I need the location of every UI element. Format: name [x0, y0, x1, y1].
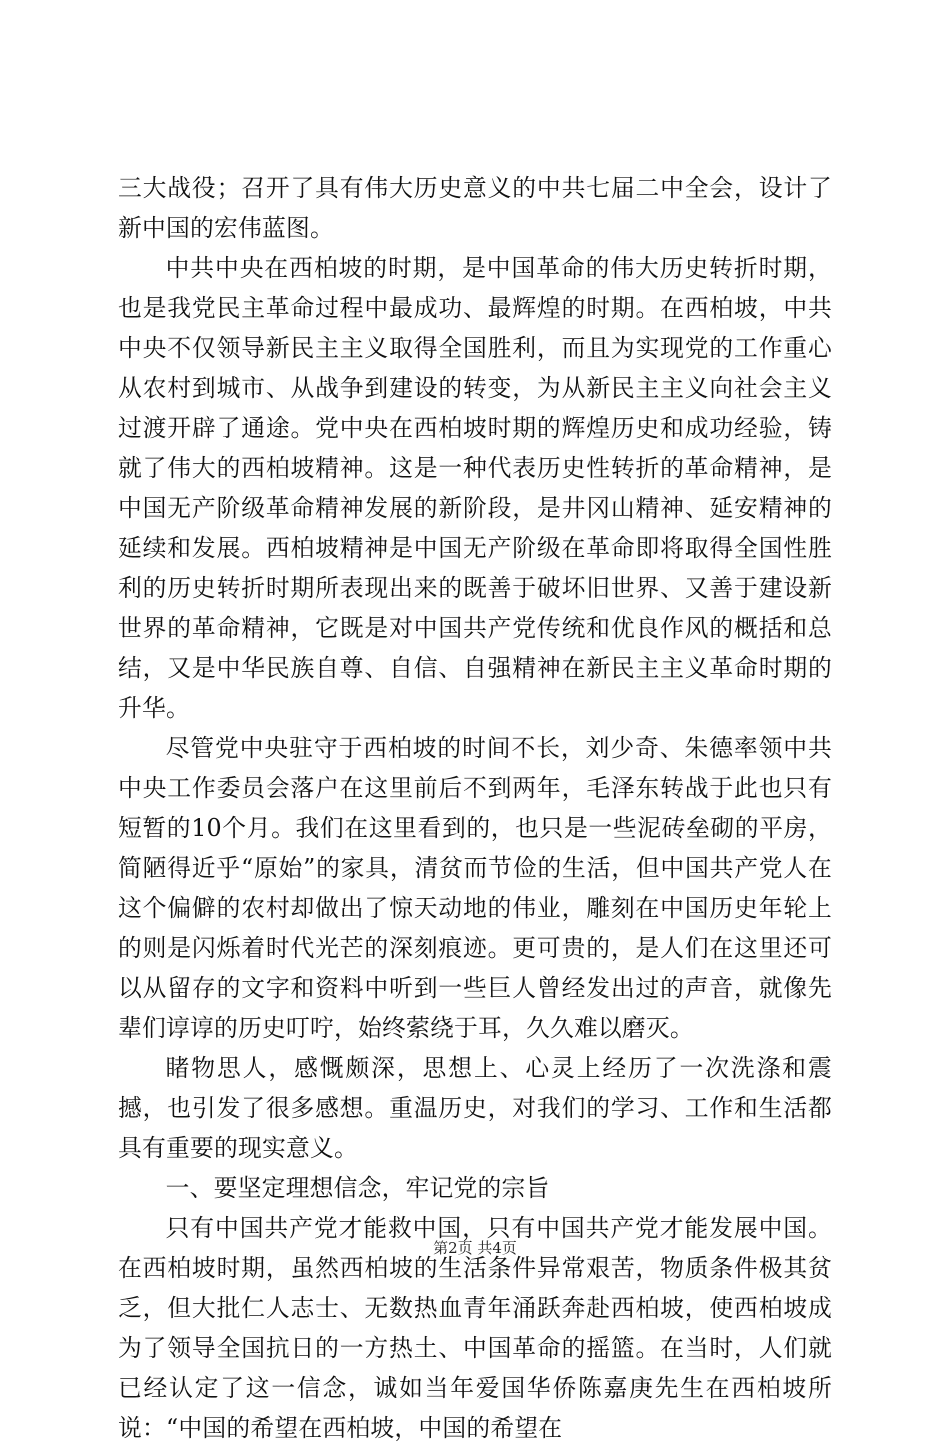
- section-heading: 一、要坚定理想信念，牢记党的宗旨: [165, 1174, 550, 1202]
- paragraph-2: 中共中央在西柏坡的时期，是中国革命的伟大历史转折时期，也是我党民主革命过程中最成功、最辉煌的时期。在西柏坡，中共中央不仅领导新民主主义取得全国胜利，而且为实现党的工作重心从农村到城市、从战争到建设的转变，为从新民主主义向社会主义过渡开辟了通途。党中央在西柏坡时期的辉煌历史和成功经验，铸就了伟大的西柏坡精神。这是一种代表历史性转折的革命精神，是中国无产阶级革命精神发展的新阶段，是井冈山精神、延安精神的延续和发展。西柏坡精神是中国无产阶级在革命即将取得全国性胜利的历史转折时期所表现出来的既善于破坏旧世界、又善于建设新世界的革命精神，它既是对中国共产党传统和优良作风的概括和总结，又是中华民族自尊、自信、自强精神在新民主主义革命时期的升华。: [118, 254, 832, 722]
- paragraph-3: 尽管党中央驻守于西柏坡的时间不长，刘少奇、朱德率领中共中央工作委员会落户在这里前后不到两年，毛泽东转战于此也只有短暂的10个月。我们在这里看到的，也只是一些泥砖垒砌的平房，简陋得近乎“原始”的家具，清贫而节俭的生活，但中国共产党人在这个偏僻的农村却做出了惊天动地的伟业，雕刻在中国历史年轮上的则是闪烁着时代光芒的深刻痕迹。更可贵的，是人们在这里还可以从留存的文字和资料中听到一些巨人曾经发出过的声音，就像先辈们谆谆的历史叮咛，始终萦绕于耳，久久难以磨灭。: [118, 734, 832, 1042]
- paragraph-4: 睹物思人，感慨颇深，思想上、心灵上经历了一次洗涤和震撼，也引发了很多感想。重温历史，对我们的学习、工作和生活都具有重要的现实意义。: [118, 1054, 832, 1162]
- paragraph-5: 只有中国共产党才能救中国，只有中国共产党才能发展中国。在西柏坡时期，虽然西柏坡的生活条件异常艰苦，物质条件极其贫乏，但大批仁人志士、无数热血青年涌跃奔赴西柏坡，使西柏坡成为了领导全国抗日的一方热土、中国革命的摇篮。在当时，人们就已经认定了这一信念，诚如当年爱国华侨陈嘉庚先生在西柏坡所说：“中国的希望在西柏坡，中国的希望在: [118, 1214, 832, 1442]
- page-number-footer: 第2页 共4页: [433, 1239, 517, 1257]
- paragraph-1: 三大战役；召开了具有伟大历史意义的中共七届二中全会，设计了新中国的宏伟蓝图。: [118, 174, 832, 242]
